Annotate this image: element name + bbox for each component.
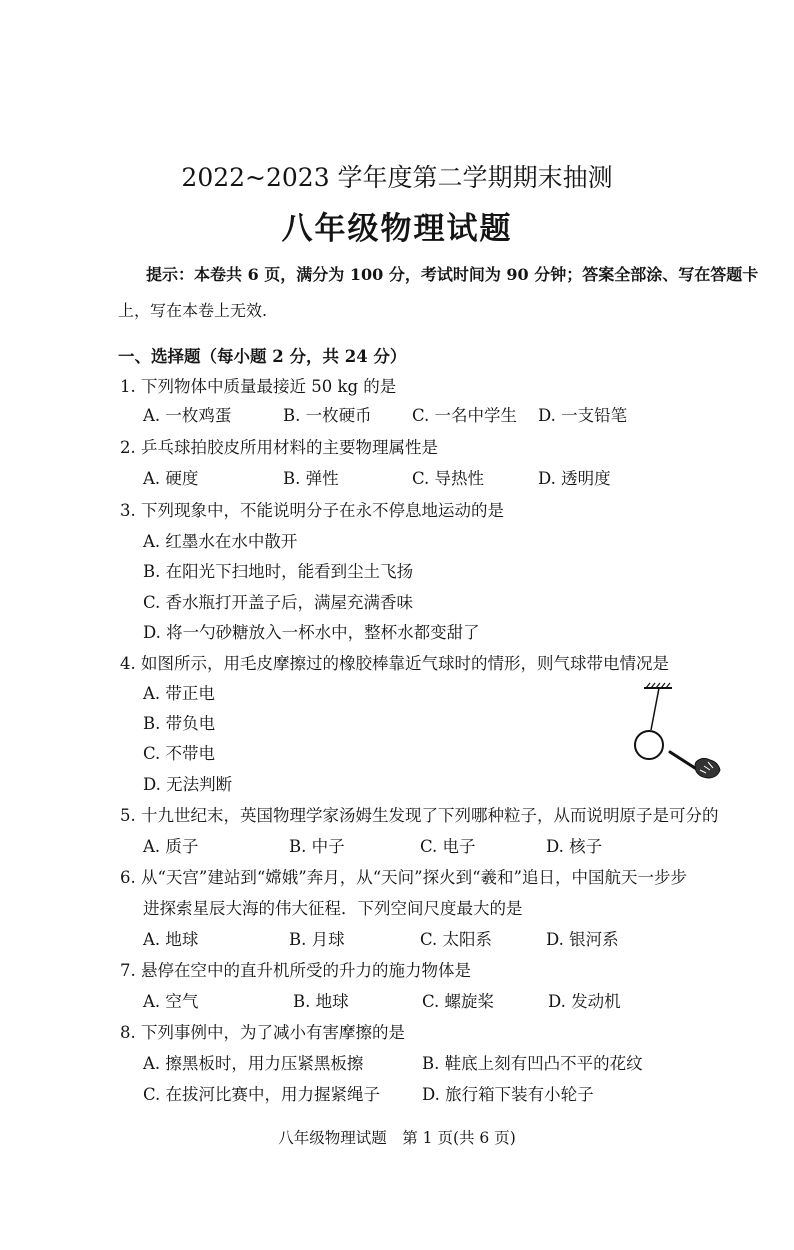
question-7-option-d: D. 发动机 — [548, 992, 621, 1011]
question-4-option-a: A. 带正电 — [143, 684, 215, 703]
instructions-line-2: 上，写在本卷上无效. — [118, 301, 268, 320]
question-7-option-b: B. 地球 — [293, 992, 349, 1011]
balloon — [635, 731, 663, 759]
question-1-option-d: D. 一支铅笔 — [538, 406, 628, 425]
question-6-stem: 6. 从“天宫”建站到“嫦娥”奔月，从“天问”探火到“羲和”追日，中国航天一步步 — [120, 868, 687, 887]
question-8-option-c: C. 在拔河比赛中，用力握紧绳子 — [143, 1085, 381, 1104]
question-2-option-c: C. 导热性 — [412, 469, 485, 488]
question-1-stem: 1. 下列物体中质量最接近 50 kg 的是 — [120, 377, 397, 396]
question-7-option-c: C. 螺旋桨 — [422, 992, 495, 1011]
question-8-option-d: D. 旅行箱下装有小轮子 — [422, 1085, 594, 1104]
exam-title: 2022~2023 学年度第二学期期末抽测 — [181, 163, 613, 192]
page-footer: 八年级物理试题 第 1 页(共 6 页) — [278, 1129, 516, 1147]
question-4-option-c: C. 不带电 — [143, 744, 216, 763]
question-6-stem-cont: 进探索星辰大海的伟大征程．下列空间尺度最大的是 — [143, 899, 523, 918]
question-2-option-a: A. 硬度 — [143, 469, 199, 488]
question-1-option-b: B. 一枚硬币 — [283, 406, 372, 425]
section-heading: 一、选择题（每小题 2 分，共 24 分） — [118, 347, 407, 366]
instructions-line-1: 提示：本卷共 6 页，满分为 100 分，考试时间为 90 分钟；答案全部涂、写在答题卡 — [146, 265, 759, 284]
question-1-option-a: A. 一枚鸡蛋 — [143, 406, 232, 425]
question-6-option-a: A. 地球 — [143, 930, 199, 949]
question-5-option-c: C. 电子 — [420, 837, 476, 856]
question-4-stem: 4. 如图所示，用毛皮摩擦过的橡胶棒靠近气球时的情形，则气球带电情况是 — [120, 654, 669, 673]
question-8-option-b: B. 鞋底上刻有凹凸不平的花纹 — [422, 1054, 643, 1073]
question-6-option-c: C. 太阳系 — [420, 930, 493, 949]
question-6-option-b: B. 月球 — [289, 930, 345, 949]
question-3-option-c: C. 香水瓶打开盖子后，满屋充满香味 — [143, 593, 414, 612]
question-4-option-d: D. 无法判断 — [143, 775, 233, 794]
question-8-stem: 8. 下列事例中，为了减小有害摩擦的是 — [120, 1023, 405, 1042]
question-3-option-b: B. 在阳光下扫地时，能看到尘土飞扬 — [143, 562, 414, 581]
question-7-option-a: A. 空气 — [143, 992, 199, 1011]
question-2-option-b: B. 弹性 — [283, 469, 339, 488]
rubber-rod — [670, 752, 698, 770]
question-3-stem: 3. 下列现象中，不能说明分子在永不停息地运动的是 — [120, 501, 504, 520]
question-7-stem: 7. 悬停在空中的直升机所受的升力的施力物体是 — [120, 961, 471, 980]
question-6-option-d: D. 银河系 — [546, 930, 619, 949]
question-2-option-d: D. 透明度 — [538, 469, 611, 488]
question-5-option-a: A. 质子 — [143, 837, 199, 856]
question-1-option-c: C. 一名中学生 — [412, 406, 518, 425]
question-5-stem: 5. 十九世纪末，英国物理学家汤姆生发现了下列哪种粒子，从而说明原子是可分的 — [120, 806, 719, 825]
question-8-option-a: A. 擦黑板时，用力压紧黑板擦 — [143, 1054, 364, 1073]
question-3-option-a: A. 红墨水在水中散开 — [143, 532, 298, 551]
question-5-option-b: B. 中子 — [289, 837, 345, 856]
balloon-rod-figure — [620, 682, 730, 787]
exam-subtitle: 八年级物理试题 — [281, 211, 513, 247]
question-3-option-d: D. 将一勺砂糖放入一杯水中，整杯水都变甜了 — [143, 623, 480, 642]
question-5-option-d: D. 核子 — [546, 837, 603, 856]
question-4-option-b: B. 带负电 — [143, 714, 216, 733]
question-2-stem: 2. 乒乓球拍胶皮所用材料的主要物理属性是 — [120, 438, 438, 457]
suspension-thread — [651, 688, 659, 730]
